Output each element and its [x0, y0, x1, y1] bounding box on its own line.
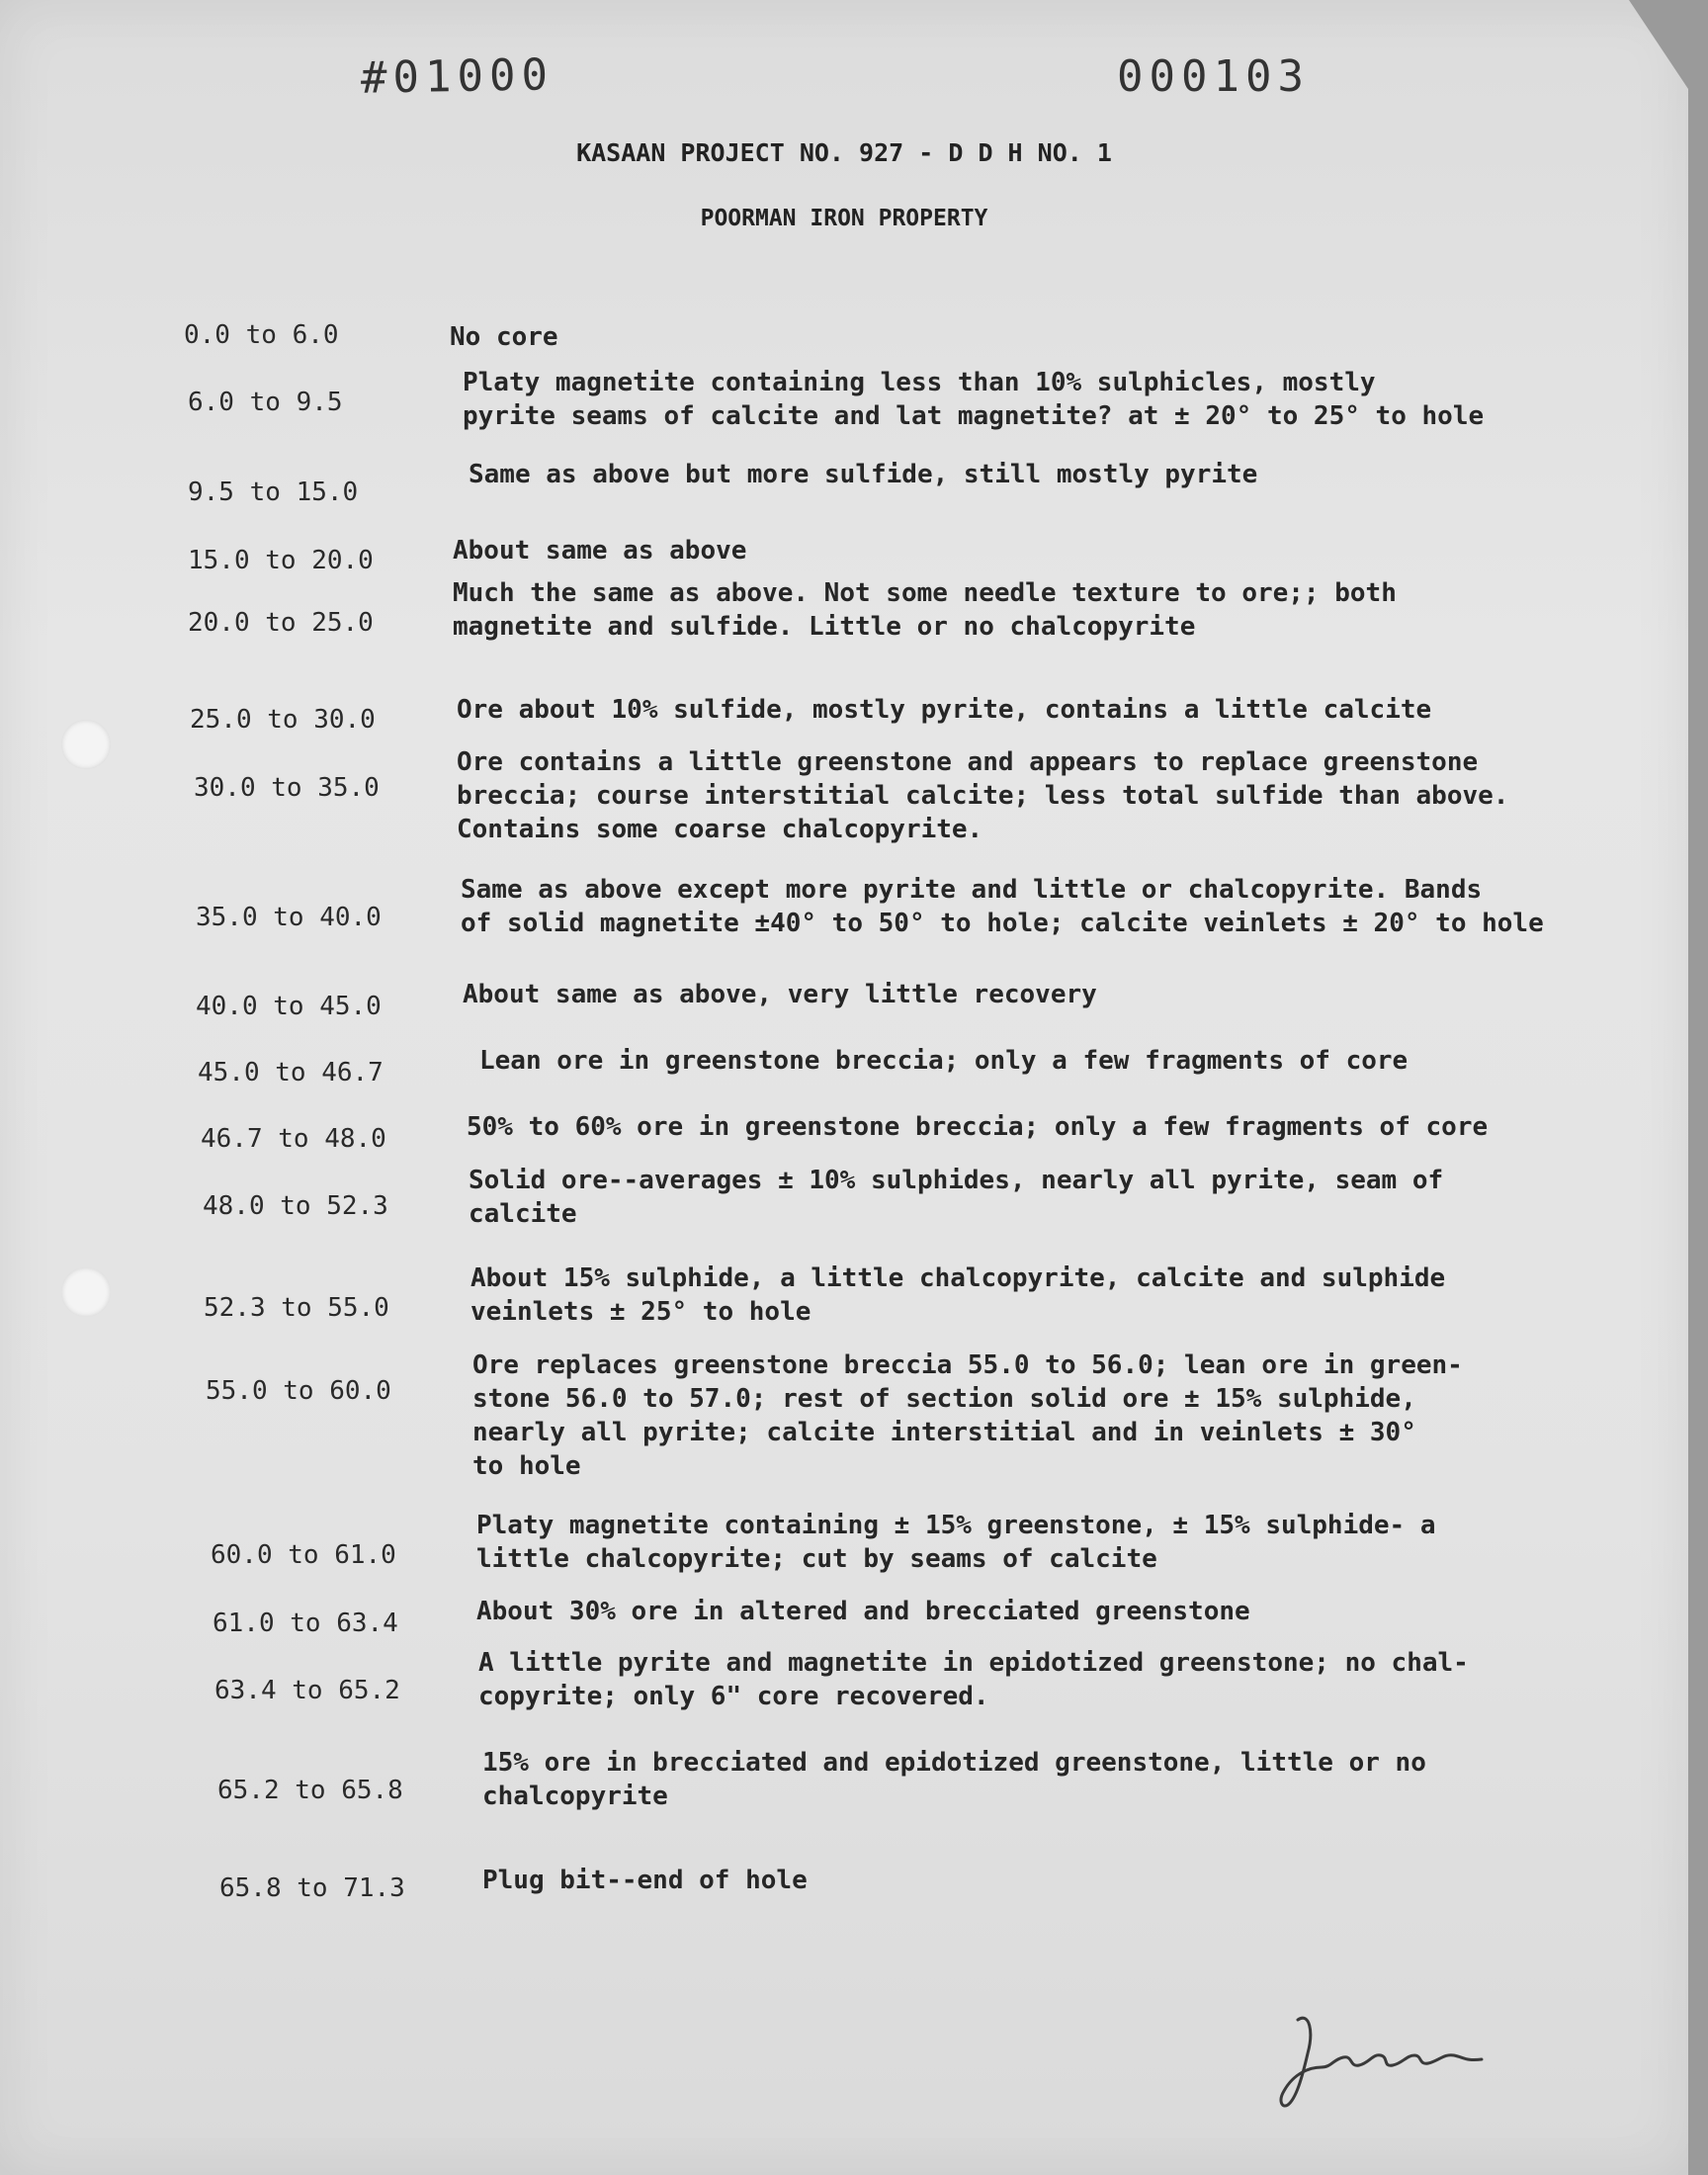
log-description: Solid ore--averages ± 10% sulphides, nearly all pyrite, seam of calcite: [469, 1166, 1444, 1229]
depth-range: 61.0 to 63.4: [213, 1609, 398, 1638]
log-description: Much the same as above. Not some needle texture to ore;; both magnetite and sulfide. Little or no chalcopyrite: [453, 578, 1397, 642]
depth-range: 55.0 to 60.0: [206, 1376, 391, 1406]
depth-range: 45.0 to 46.7: [198, 1058, 384, 1088]
log-description: Ore about 10% sulfide, mostly pyrite, contains a little calcite: [457, 695, 1432, 725]
log-description: A little pyrite and magnetite in epidotized greenstone; no chal- copyrite; only 6" core recovered.: [478, 1648, 1469, 1711]
log-description: 50% to 60% ore in greenstone breccia; only a few fragments of core: [467, 1112, 1489, 1142]
depth-range: 20.0 to 25.0: [188, 608, 374, 638]
depth-range: 35.0 to 40.0: [196, 903, 382, 932]
property-title: POORMAN IRON PROPERTY: [700, 206, 988, 231]
log-description: Ore replaces greenstone breccia 55.0 to 56.0; lean ore in green- stone 56.0 to 57.0; rest of section solid ore ± 15% sulphide, nearly all pyrite; calcite interstitial and in veinlets ± 30° to hole: [472, 1350, 1463, 1481]
punch-hole-upper: [61, 720, 111, 769]
depth-range: 52.3 to 55.0: [204, 1293, 389, 1323]
depth-range: 15.0 to 20.0: [188, 546, 374, 575]
log-description: About 30% ore in altered and brecciated greenstone: [476, 1597, 1250, 1626]
page-number-stamp: 000103: [1117, 51, 1310, 102]
log-description: About 15% sulphide, a little chalcopyrite, calcite and sulphide veinlets ± 25° to hole: [470, 1263, 1446, 1327]
document-number-stamp: #01000: [360, 49, 555, 104]
log-description: Same as above but more sulfide, still mostly pyrite: [469, 460, 1258, 489]
depth-range: 6.0 to 9.5: [188, 388, 343, 417]
page-corner-fold: [1629, 0, 1688, 89]
log-description: Platy magnetite containing less than 10% sulphicles, mostly pyrite seams of calcite and lat magnetite? at ± 20° to 25° to hole: [463, 368, 1485, 431]
handwritten-signature: [1270, 2002, 1497, 2111]
depth-range: 63.4 to 65.2: [214, 1676, 400, 1705]
depth-range: 65.2 to 65.8: [217, 1776, 403, 1805]
depth-range: 65.8 to 71.3: [219, 1873, 405, 1903]
log-description: No core: [450, 322, 558, 352]
depth-range: 40.0 to 45.0: [196, 992, 382, 1021]
log-description: Ore contains a little greenstone and appears to replace greenstone breccia; course interstitial calcite; less total sulfide than above. Contains some coarse chalcopyrite.: [457, 747, 1509, 844]
depth-range: 60.0 to 61.0: [211, 1540, 396, 1570]
log-description: Plug bit--end of hole: [482, 1866, 808, 1895]
depth-range: 9.5 to 15.0: [188, 478, 359, 507]
depth-range: 0.0 to 6.0: [184, 320, 339, 350]
depth-range: 48.0 to 52.3: [203, 1191, 388, 1221]
punch-hole-lower: [61, 1267, 111, 1317]
depth-range: 25.0 to 30.0: [190, 705, 376, 735]
log-description: Same as above except more pyrite and little or chalcopyrite. Bands of solid magnetite ±40° to 50° to hole; calcite veinlets ± 20° to hole: [461, 875, 1544, 938]
depth-range: 46.7 to 48.0: [201, 1124, 386, 1154]
log-description: Platy magnetite containing ± 15% greenstone, ± 15% sulphide- a little chalcopyrite; cut by seams of calcite: [476, 1511, 1436, 1574]
project-title: KASAAN PROJECT NO. 927 - D D H NO. 1: [576, 138, 1112, 167]
log-description: About same as above: [453, 536, 747, 566]
log-description: 15% ore in brecciated and epidotized greenstone, little or no chalcopyrite: [482, 1748, 1426, 1811]
log-description: About same as above, very little recovery: [463, 980, 1097, 1009]
depth-range: 30.0 to 35.0: [194, 773, 380, 803]
log-description: Lean ore in greenstone breccia; only a few fragments of core: [479, 1046, 1409, 1076]
